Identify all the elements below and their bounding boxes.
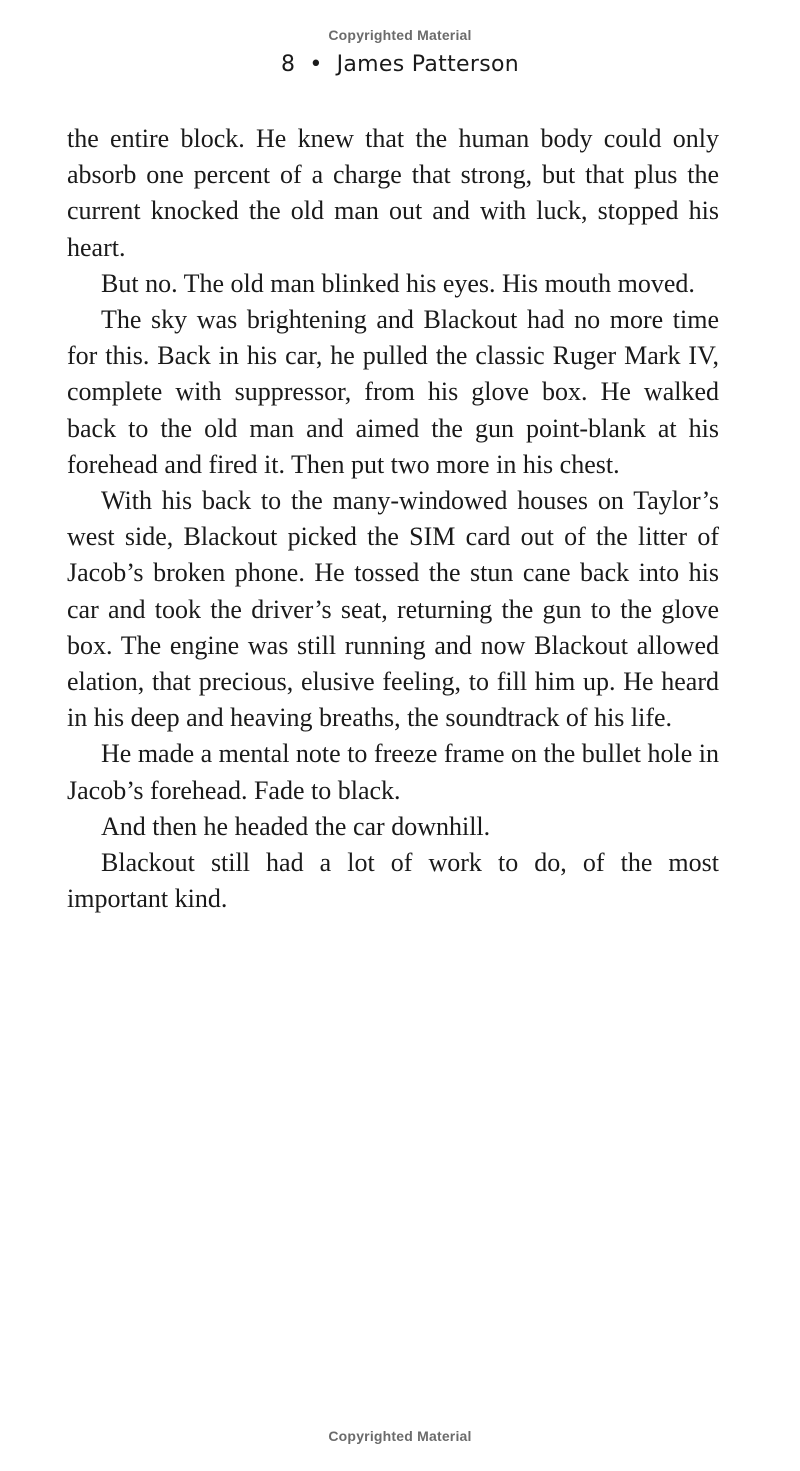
body-text xyxy=(67,121,719,917)
paragraph: Blackout still had a lot of work to do, of the most important kind. xyxy=(67,848,719,914)
page-number: 8 xyxy=(281,52,296,77)
author-name: James Patterson xyxy=(336,52,519,77)
paragraph: But no. The old man blinked his eyes. His mouth moved. xyxy=(101,268,695,298)
paragraph: And then he headed the car downhill. xyxy=(101,811,491,841)
copyright-watermark-bottom: Copyrighted Material xyxy=(328,1428,472,1444)
copyright-watermark-top: Copyrighted Material xyxy=(328,27,472,43)
bullet-separator: • xyxy=(309,52,323,77)
paragraph: the entire block. He knew that the human body could only absorb one percent of a charge that strong, but that plus the current knocked the old man out and with luck, stopped his heart. xyxy=(67,124,719,262)
paragraph: He made a mental note to freeze frame on the bullet hole in Jacob’s forehead. Fade to black. xyxy=(67,739,719,805)
running-head xyxy=(0,52,800,77)
paragraph: With his back to the many-windowed houses on Taylor’s west side, Blackout picked the SIM card out of the litter of Jacob’s broken phone. He tossed the stun cane back into his car and took the driver’s seat, returning the gun to the glove box. The engine was still running and now Blackout allowed elation, that precious, elusive feeling, to fill him up. He heard in his deep and heaving breaths, the soundtrack of his life. xyxy=(67,486,719,733)
paragraph: The sky was brightening and Blackout had no more time for this. Back in his car, he pulled the classic Ruger Mark IV, complete with suppressor, from his glove box. He walked back to the old man and aimed the gun point-blank at his forehead and fired it. Then put two more in his chest. xyxy=(67,305,719,479)
